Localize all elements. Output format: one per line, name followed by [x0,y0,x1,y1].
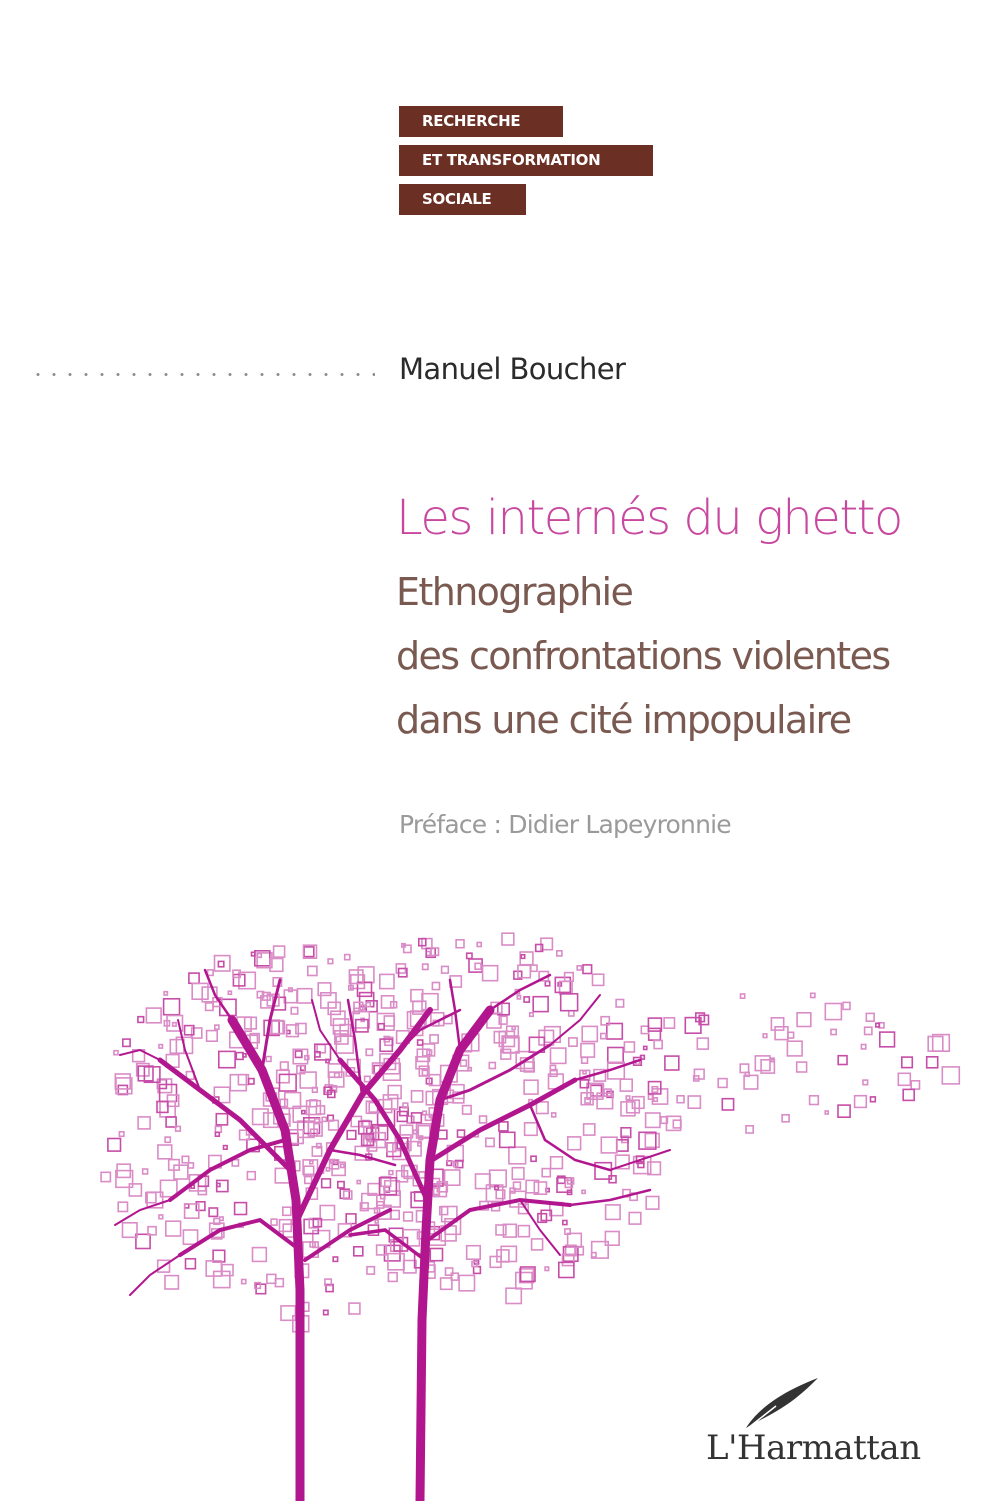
book-subtitle [396,560,890,752]
blossom-square [305,1177,312,1184]
blossom-square [654,1041,662,1049]
blossom-square [561,994,578,1011]
blossom-square [838,1056,847,1065]
tree-illustration [0,900,1000,1501]
blossom-square [624,1042,634,1052]
blossom-square [274,946,285,957]
blossom-square [209,1208,217,1216]
blossom-square [333,1019,348,1034]
blossom-square [545,981,549,985]
blossom-square [524,997,529,1002]
blossom-square [326,1059,329,1062]
blossom-square [183,1230,197,1244]
blossom-square [196,1202,205,1211]
blossom-square [192,983,208,999]
blossom-square [266,1057,271,1062]
blossom-square [607,1024,623,1040]
blossom-square [271,1219,277,1225]
blossom-square [664,1018,674,1028]
blossom-square [422,939,432,949]
blossom-square [722,1099,733,1110]
blossom-square [157,1102,168,1113]
blossom-square [697,1038,708,1049]
blossom-square [166,1117,176,1127]
blossom-square [219,1051,235,1067]
blossom-square [159,1045,163,1049]
blossom-square [531,1156,536,1161]
blossom-square [506,1288,521,1303]
blossom-square [825,1111,828,1114]
blossom-square [606,1205,621,1220]
blossom-square [569,1038,577,1046]
blossom-square [320,1206,334,1220]
blossom-square [629,1213,641,1225]
blossom-square [551,1048,566,1063]
blossom-square [138,1066,153,1081]
blossom-square [338,1182,344,1188]
blossom-square [366,1003,370,1007]
blossom-square [863,1080,868,1085]
blossom-square [383,1095,397,1109]
blossom-square [654,1098,658,1102]
blossom-square [267,1274,276,1283]
blossom-square [345,955,350,960]
blossom-square [583,1071,586,1074]
blossom-square [601,1034,606,1039]
blossom-square [582,1057,588,1063]
blossom-square [215,1025,219,1029]
blossom-square [357,1181,360,1184]
blossom-square [114,1051,118,1055]
blossom-square [247,1172,255,1180]
blossom-square [335,1073,340,1078]
blossom-square [626,1096,630,1100]
blossom-square [313,1088,318,1093]
blossom-square [333,1257,337,1261]
blossom-square [620,1079,632,1091]
blossom-square [581,1044,595,1058]
blossom-square [378,1024,384,1030]
blossom-square [228,991,231,994]
blossom-square [489,1063,495,1069]
blossom-square [326,1168,329,1171]
blossom-square [525,1123,538,1136]
blossom-square [646,1113,660,1127]
blossom-square [310,1161,313,1164]
blossom-square [467,1246,481,1260]
subtitle-line-2: des confrontations violentes [396,634,890,678]
blossom-square [315,1119,320,1124]
blossom-square [206,1003,214,1011]
blossom-square [182,1156,189,1163]
blossom-square [486,1138,494,1146]
blossom-square [468,1068,471,1071]
blossom-square [744,1075,758,1089]
blossom-square [253,1109,269,1125]
blossom-square [138,1117,150,1129]
blossom-square [880,1032,895,1047]
quill-icon [736,1372,826,1432]
blossom-square [118,1202,127,1211]
blossom-square [365,1076,370,1081]
blossom-square [480,1116,487,1123]
blossom-square [215,956,230,971]
blossom-square [138,1017,144,1023]
blossom-square [166,1221,181,1236]
blossom-square [641,1026,648,1033]
blossom-square [136,1234,150,1248]
blossom-square [533,997,548,1012]
blossom-square [648,1162,661,1175]
blossom-square [295,1051,301,1057]
blossom-square [608,1048,623,1063]
blossom-square [509,1147,526,1164]
series-label [399,106,653,223]
blossom-square [524,1080,538,1094]
publisher-name: L'Harmattan [706,1428,921,1468]
blossom-square [215,1132,219,1136]
blossom-square [898,1073,910,1085]
blossom-square [380,974,394,988]
blossom-square [677,1096,684,1103]
blossom-square [146,1008,161,1023]
blossom-square [123,1039,130,1046]
blossom-square [432,983,439,990]
publisher-logo [706,1428,921,1468]
blossom-square [354,1247,363,1256]
blossom-square [911,1081,919,1089]
blossom-square [430,1035,438,1043]
blossom-square [545,1027,561,1043]
blossom-square [496,1225,506,1235]
blossom-square [775,1027,788,1040]
blossom-square [224,1146,228,1150]
blossom-square [517,996,520,999]
blossom-square [532,1239,543,1250]
blossom-square [512,1168,524,1180]
blossom-square [746,1126,753,1133]
blossom-square [412,1091,423,1102]
blossom-square [718,1079,727,1088]
blossom-square [477,943,481,947]
blossom-square [188,1163,193,1168]
blossom-square [461,1060,467,1066]
series-line-1: RECHERCHE [399,106,563,137]
blossom-square [577,966,581,970]
blossom-square [927,1057,938,1068]
blossom-square [218,961,223,966]
blossom-square [329,1120,339,1130]
blossom-square [367,1267,374,1274]
blossom-square [645,1134,659,1148]
blossom-square [236,1053,243,1060]
blossom-square [253,1248,267,1262]
blossom-square [552,1113,556,1117]
blossom-square [569,1011,574,1016]
blossom-square [876,1023,880,1027]
blossom-square [646,1197,659,1210]
blossom-square [235,1203,247,1215]
blossom-square [521,955,525,959]
blossom-square [551,1157,563,1169]
blossom-square [207,1031,218,1042]
blossom-square [593,974,604,985]
blossom-square [649,1028,661,1040]
blossom-square [215,1126,221,1132]
blossom-square [302,1111,305,1114]
blossom-square [542,1169,550,1177]
blossom-square [601,1137,617,1153]
blossom-square [518,1226,529,1237]
blossom-square [755,1056,770,1071]
subtitle-line-3: dans une cité impopulaire [396,698,851,742]
blossom-square [159,1215,163,1219]
blossom-square [143,1169,148,1174]
blossom-square [242,1280,246,1284]
blossom-square [388,1086,401,1099]
blossom-square [220,1217,223,1220]
blossom-square [387,1143,401,1157]
blossom-squares [101,933,959,1331]
blossom-square [243,1054,246,1057]
blossom-square [531,965,537,971]
subtitle-line-1: Ethnographie [396,570,633,614]
blossom-square [176,1126,181,1131]
blossom-square [411,990,423,1002]
blossom-square [389,1171,393,1175]
blossom-square [456,940,464,948]
blossom-square [324,1310,328,1314]
blossom-square [495,1186,499,1190]
blossom-square [164,999,180,1015]
blossom-square [304,947,314,957]
blossom-square [366,1049,372,1055]
preface-credit: Préface : Didier Lapeyronnie [399,810,731,839]
blossom-square [763,1034,767,1038]
blossom-square [283,1207,291,1215]
blossom-square [277,1070,289,1082]
blossom-square [174,1165,188,1179]
blossom-square [502,933,514,945]
blossom-square [388,1273,397,1282]
blossom-square [101,1172,110,1181]
blossom-square [403,1103,408,1108]
blossom-square [500,1132,515,1147]
blossom-square [280,1099,287,1106]
blossom-square [300,1072,316,1088]
blossom-square [308,966,317,975]
blossom-square [688,1096,700,1108]
blossom-square [322,1117,326,1121]
blossom-square [512,1027,515,1030]
blossom-square [459,1275,474,1290]
blossom-square [291,1008,298,1015]
blossom-square [582,1026,597,1041]
blossom-square [422,1070,427,1075]
blossom-square [442,966,449,973]
blossom-square [865,1027,872,1034]
blossom-square [942,1067,959,1084]
blossom-square [341,1164,344,1167]
blossom-square [782,1115,789,1122]
author-name: Manuel Boucher [399,352,626,386]
blossom-square [349,1303,360,1314]
dotted-rule [30,373,375,376]
blossom-square [158,1145,172,1159]
blossom-square [397,1112,407,1122]
blossom-square [165,1276,178,1289]
blossom-square [483,966,498,981]
blossom-square [902,1057,913,1068]
blossom-square [584,1124,595,1135]
blossom-square [903,1089,914,1100]
blossom-square [537,1102,549,1114]
blossom-square [249,1079,254,1084]
series-line-2: ET TRANSFORMATION [399,145,653,176]
blossom-square [216,1114,227,1125]
blossom-square [258,954,262,958]
blossom-square [810,1096,819,1105]
blossom-square [412,1113,422,1123]
blossom-square [119,1132,124,1137]
blossom-square [123,1223,138,1238]
blossom-square [375,1220,378,1223]
blossom-square [281,1062,289,1070]
blossom-square [441,1278,452,1289]
blossom-square [384,1016,394,1026]
blossom-square [347,1131,356,1140]
blossom-square [458,1130,465,1137]
blossom-square [346,1214,356,1224]
blossom-square [208,970,214,976]
blossom-square [644,1046,647,1049]
blossom-square [164,992,167,995]
blossom-square [568,1137,581,1150]
blossom-square [866,1013,874,1021]
blossom-square [831,1029,836,1034]
blossom-square [418,1040,423,1045]
blossom-square [186,1259,196,1269]
blossom-square [322,1179,331,1188]
blossom-square [838,1105,850,1117]
blossom-square [582,1190,585,1193]
series-line-3: SOCIALE [399,184,526,215]
blossom-square [740,1064,748,1072]
blossom-square [189,973,199,983]
blossom-square [467,953,472,958]
blossom-square [563,1221,567,1225]
blossom-square [222,1265,233,1276]
blossom-square [530,1013,534,1017]
blossom-square [385,1181,400,1196]
blossom-square [173,1023,176,1026]
blossom-square [741,994,745,998]
blossom-square [129,1184,141,1196]
blossom-square [797,1013,811,1027]
blossom-square [298,989,312,1003]
blossom-square [928,1037,943,1052]
blossom-square [559,1262,574,1277]
blossom-square [771,1018,783,1030]
blossom-square [419,1172,425,1178]
blossom-square [583,965,592,974]
blossom-square [787,1041,802,1056]
blossom-square [855,1096,867,1108]
blossom-square [811,993,815,997]
blossom-square [649,1095,654,1100]
blossom-square [797,1062,807,1072]
blossom-square [557,951,562,956]
blossom-square [430,1249,442,1261]
blossom-square [165,1137,170,1142]
book-title: Les internés du ghetto [396,490,902,546]
blossom-square [861,1045,865,1049]
blossom-square [616,1000,624,1008]
blossom-square [108,1139,121,1152]
blossom-square [438,1130,447,1139]
blossom-square [638,1162,644,1168]
blossom-square [463,1106,472,1115]
blossom-square [665,1056,679,1070]
blossom-square [499,1122,508,1131]
blossom-square [476,1174,491,1189]
blossom-square [788,1032,794,1038]
blossom-square [474,1267,481,1274]
blossom-square [328,959,333,964]
blossom-square [315,1052,320,1057]
blossom-square [217,1183,220,1186]
blossom-square [404,1212,413,1221]
blossom-square [475,963,481,969]
blossom-square [871,1097,876,1102]
blossom-square [280,1220,292,1232]
blossom-square [825,1004,841,1020]
blossom-square [545,1267,549,1271]
blossom-square [423,964,428,969]
blossom-square [843,1002,850,1009]
